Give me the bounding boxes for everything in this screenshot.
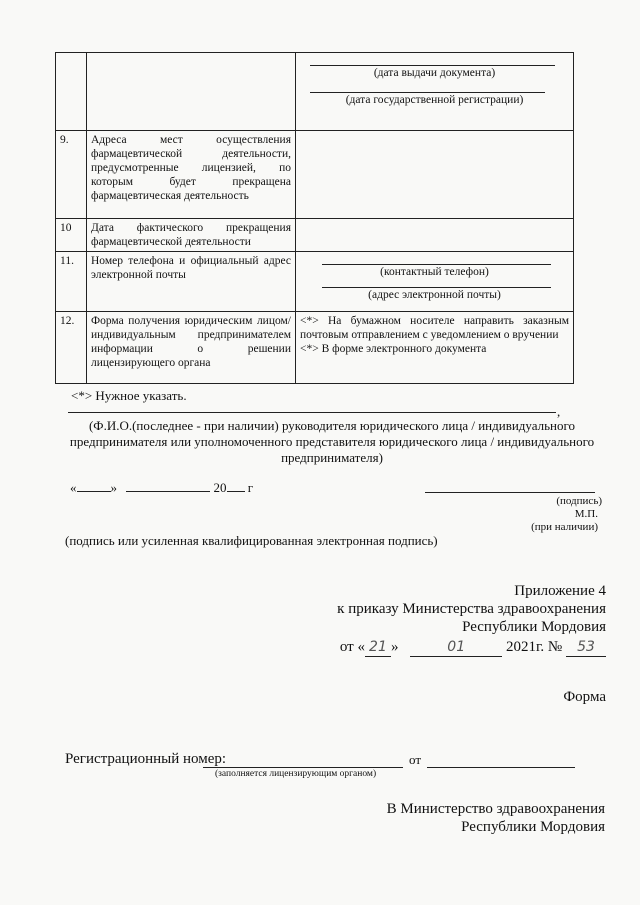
stamp-note: (при наличии)	[531, 521, 598, 533]
registration-note: (заполняется лицензирующим органом)	[215, 769, 377, 779]
appendix-month: 01	[410, 638, 502, 657]
row-number: 9.	[56, 131, 87, 219]
appendix-title: Приложение 4	[514, 583, 606, 599]
appendix-block	[300, 582, 606, 657]
option-electronic[interactable]: <*> В форме электронного документа	[300, 343, 487, 355]
row-number: 10	[56, 219, 87, 252]
option-paper[interactable]: <*> На бумажном носителе направить заказным почтовым отправлением с уведомлением о вручении	[300, 315, 569, 341]
form-label: Форма	[563, 689, 606, 705]
row-number: 11.	[56, 252, 87, 312]
date-line[interactable]	[70, 480, 253, 496]
table-row	[56, 252, 574, 312]
row-label	[87, 53, 296, 131]
date-cell[interactable]	[296, 53, 574, 131]
license-termination-table	[55, 52, 574, 384]
registration-number-label: Регистрационный номер:	[65, 751, 227, 767]
fio-caption: (Ф.И.О.(последнее - при наличии) руководителя юридического лица / индивидуального предпринимателя или уполномоченного представителя юридического лица / индивидуального предпринимателя)	[69, 418, 595, 465]
addressee-line2: Республики Мордовия	[461, 819, 605, 835]
registration-ot: от	[409, 752, 422, 767]
table-row	[56, 131, 574, 219]
date-issue-caption: (дата выдачи документа)	[373, 67, 496, 79]
date-year-prefix: 20	[213, 480, 227, 495]
esign-caption: (подпись или усиленная квалифицированная электронная подпись)	[65, 533, 438, 548]
fio-line[interactable]	[68, 412, 556, 413]
appendix-region: Республики Мордовия	[462, 619, 606, 635]
appendix-close-quote: »	[390, 639, 399, 655]
addressee-line1: В Министерство здравоохранения	[386, 801, 605, 817]
date-open-quote: «	[70, 480, 77, 495]
signature-caption: (подпись)	[556, 495, 602, 507]
row-number	[56, 53, 87, 131]
row-label: Номер телефона и официальный адрес электронной почты	[87, 252, 296, 312]
signature-line[interactable]	[425, 492, 595, 493]
appendix-order: к приказу Министерства здравоохранения	[337, 601, 606, 617]
email-caption: (адрес электронной почты)	[368, 289, 501, 301]
row-number: 12.	[56, 312, 87, 384]
table-row	[56, 53, 574, 131]
appendix-from: от «	[339, 639, 365, 655]
footnote: <*> Нужное указать.	[71, 388, 187, 403]
appendix-date-line	[300, 638, 606, 657]
date-registration-caption: (дата государственной регистрации)	[345, 94, 524, 106]
appendix-day: 21	[365, 638, 391, 657]
termination-date-cell[interactable]	[296, 219, 574, 252]
stamp-label: М.П.	[574, 508, 598, 520]
table-row	[56, 219, 574, 252]
registration-date-field[interactable]	[427, 767, 575, 768]
registration-number-field[interactable]	[203, 767, 403, 768]
date-close-quote: »	[110, 480, 117, 495]
contacts-cell[interactable]	[296, 252, 574, 312]
addresses-cell[interactable]	[296, 131, 574, 219]
row-label: Адреса мест осуществления фармацевтической деятельности, предусмотренные лицензией, по которым будет прекращена фармацевтическая деятельность	[87, 131, 296, 219]
table-row	[56, 312, 574, 384]
row-label: Форма получения юридическим лицом/индивидуальным предпринимателем информации о решении лицензирующего органа	[87, 312, 296, 384]
addressee-block	[340, 800, 605, 836]
appendix-number: 53	[566, 638, 606, 657]
date-year-suffix: г	[247, 480, 254, 495]
phone-caption: (контактный телефон)	[380, 266, 489, 278]
row-label: Дата фактического прекращения фармацевтической деятельности	[87, 219, 296, 252]
delivery-options-cell	[296, 312, 574, 384]
appendix-year: 2021г. №	[505, 639, 563, 655]
